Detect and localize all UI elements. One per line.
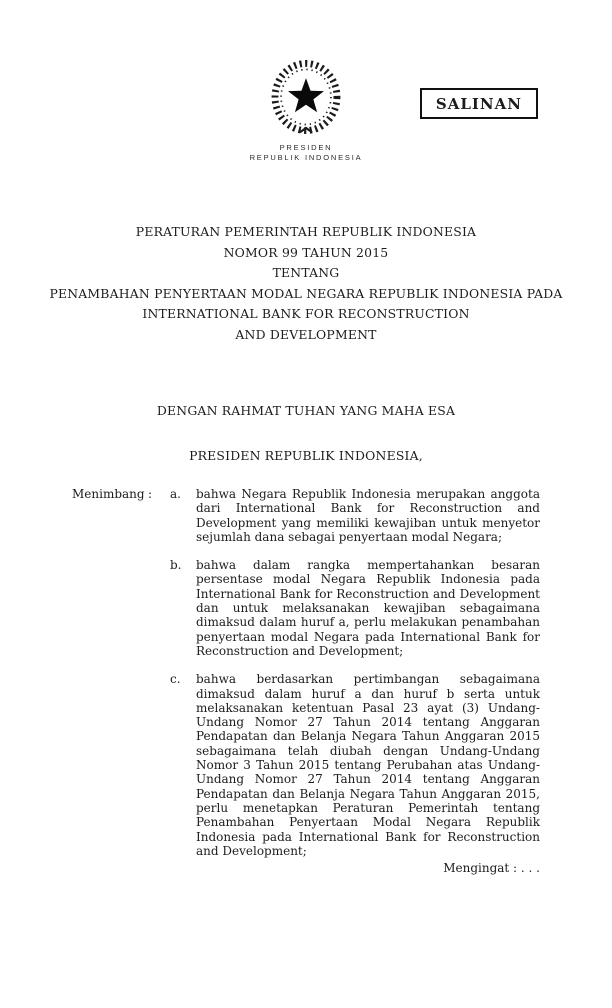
title-block	[0, 222, 612, 346]
authority-line: PRESIDEN REPUBLIK INDONESIA,	[189, 448, 423, 463]
title-line-regulation: PERATURAN PEMERINTAH REPUBLIK INDONESIA	[135, 224, 477, 239]
item-letter: a.	[170, 487, 181, 501]
item-text: bahwa berdasarkan pertimbangan sebagaimana dimaksud dalam huruf a dan huruf b serta untuk melaksanakan ketentuan Pasal 23 ayat (3) Undang-Undang Nomor 27 Tahun 2014 tentang Anggaran Pendapatan dan Belanja Negara Tahun Anggaran 2015 sebagaimana telah diubah dengan Undang-Undang Nomor 3 Tahun 2015 tentang Perubahan atas Undang-Undang Nomor 27 Tahun 2014 tentang Anggaran Pendapatan dan Belanja Negara Tahun Anggaran 2015, perlu menetapkan Peraturan Pemerintah tentang Penambahan Penyertaan Modal Negara Republik Indonesia pada International Bank for Reconstruction and Development;	[196, 672, 540, 858]
emblem-caption-line1: PRESIDEN	[279, 143, 333, 152]
catchword-mengingat: Mengingat : . . .	[443, 861, 540, 875]
item-letter: c.	[170, 672, 181, 687]
item-text: bahwa Negara Republik Indonesia merupakan anggota dari International Bank for Reconstruction and Development yang memiliki kewajiban untuk menyetor sejumlah dana sebagai penyertaan modal Negara;	[196, 487, 540, 544]
invocation-line: DENGAN RAHMAT TUHAN YANG MAHA ESA	[156, 403, 456, 418]
title-line-tentang: TENTANG	[272, 265, 340, 281]
title-line-number: NOMOR 99 TAHUN 2015	[223, 244, 389, 260]
salinan-stamp: SALINAN	[420, 88, 538, 119]
considering-label: Menimbang	[72, 487, 145, 501]
title-line-subject-1: PENAMBAHAN PENYERTAAN MODAL NEGARA REPUBLIK INDONESIA PADA	[49, 285, 563, 301]
title-line-subject-2: INTERNATIONAL BANK FOR RECONSTRUCTION	[142, 306, 470, 322]
emblem-caption	[0, 143, 612, 163]
considering-colon: :	[148, 487, 153, 501]
considering-item-a	[170, 487, 540, 544]
emblem-caption-line2: REPUBLIK INDONESIA	[249, 153, 363, 162]
considering-item-b	[170, 558, 540, 658]
presidential-seal-icon	[263, 54, 349, 140]
item-text: bahwa dalam rangka mempertahankan besaran persentase modal Negara Republik Indonesia pada International Bank for Reconstruction and Development dan untuk melaksanakan kewajiban sebagaimana dimaksud dalam huruf a, perlu melakukan penambahan penyertaan modal Negara pada International Bank for Reconstruction and Development;	[196, 558, 540, 658]
considering-section	[72, 487, 540, 858]
considering-item-c	[170, 672, 540, 858]
item-letter: b.	[170, 558, 182, 573]
title-line-subject-3: AND DEVELOPMENT	[235, 326, 377, 342]
considering-items	[170, 487, 540, 858]
